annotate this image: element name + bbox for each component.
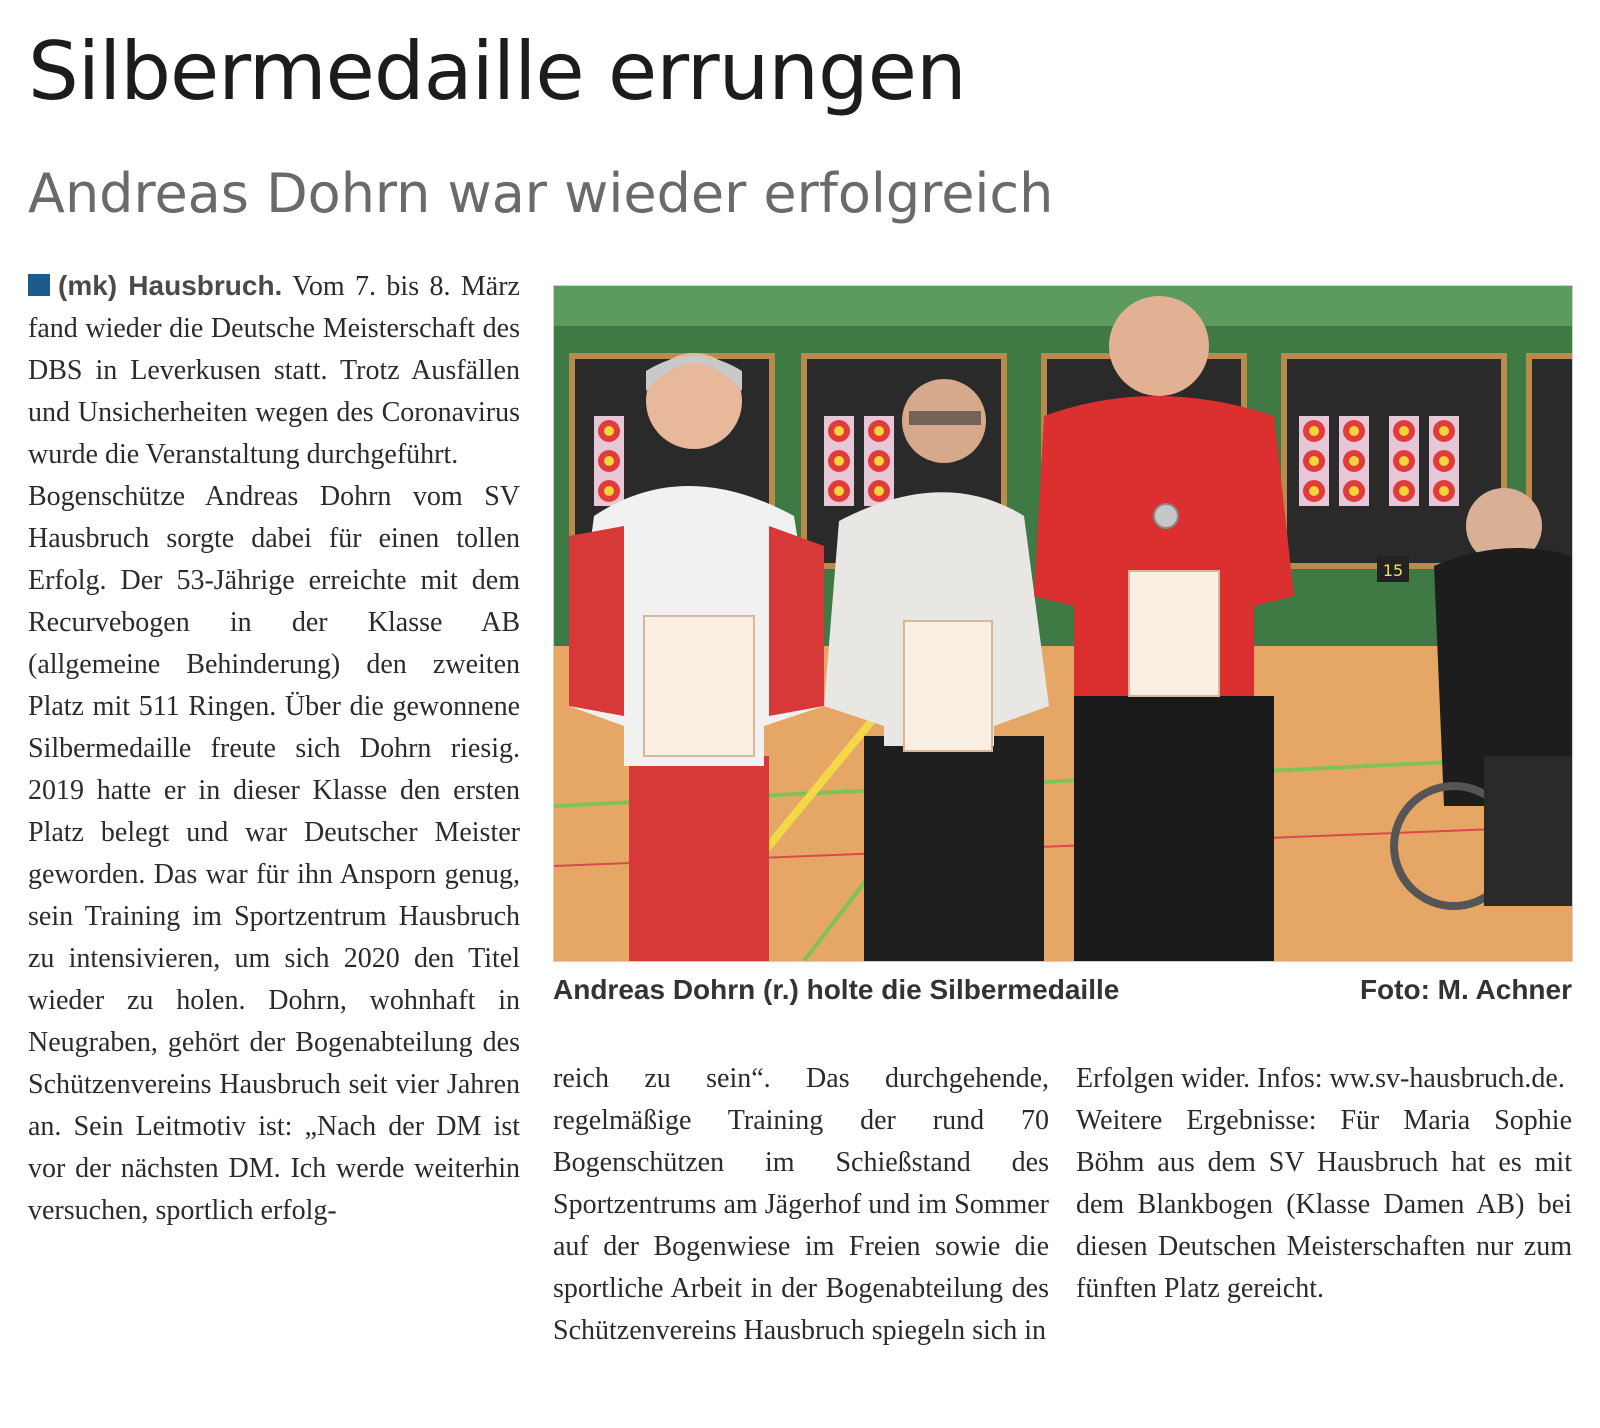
article-column-3	[1076, 1058, 1572, 1310]
article-paragraph: Weitere Ergebnisse: Für Maria Sophie Böhm aus dem SV Hausbruch hat es mit dem Blankbogen (Klasse Damen AB) bei diesen Deutschen Meisterschaften nur zum fünften Platz gereicht.	[1076, 1105, 1572, 1304]
subheadline: Andreas Dohrn war wieder erfolgreich	[28, 162, 1054, 225]
article-text: Vom 7. bis 8. März fand wieder die Deutsche Meisterschaft des DBS in Leverkusen statt. Trotz Ausfällen und Unsicherheiten wegen des Coronavirus wurde die Veranstaltung durchgeführt.	[28, 271, 520, 470]
photo-caption: Andreas Dohrn (r.) holte die Silbermedaille	[553, 974, 1120, 1005]
article-paragraph: Bogenschütze Andreas Dohrn vom SV Hausbruch sorgte dabei für einen tollen Erfolg. Der 53-Jährige erreichte mit dem Recurvebogen in der Klasse AB (allgemeine Behinderung) den zweiten Platz mit 511 Ringen. Über die gewonnene Silbermedaille freute sich Dohrn riesig. 2019 hatte er in dieser Klasse den ersten Platz belegt und war Deutscher Meister geworden. Das war für ihn Ansporn genug, sein Training im Sportzentrum Hausbruch zu intensivieren, um sich 2020 den Titel wieder zu holen. Dohrn, wohnhaft in Neugraben, gehört der Bogenabteilung des Schützenvereins Hausbruch seit vier Jahren an. Sein Leitmotiv ist: „Nach der DM ist vor der nächsten DM. Ich werde weiterhin versuchen, sportlich erfolg-	[28, 481, 520, 1226]
article-column-1	[28, 265, 520, 1232]
article-photo	[553, 285, 1573, 962]
headline: Silbermedaille errungen	[28, 25, 966, 118]
article-column-2	[553, 1058, 1049, 1352]
article-paragraph	[28, 265, 520, 476]
lane-number: 15	[1382, 561, 1404, 580]
article-paragraph: Erfolgen wider. Infos: ww.sv-hausbruch.de.	[1076, 1063, 1565, 1094]
square-bullet-icon	[28, 274, 50, 296]
photo-credit: Foto: M. Achner	[1359, 974, 1572, 1005]
article-paragraph: reich zu sein“. Das durchgehende, regelmäßige Training der rund 70 Bogenschützen im Schießstand des Sportzentrums am Jägerhof und im Sommer auf der Bogenwiese im Freien sowie die sportliche Arbeit in der Bogenabteilung des Schützenvereins Hausbruch spiegeln sich in	[553, 1063, 1049, 1346]
author-tag: (mk) Hausbruch.	[58, 270, 283, 301]
